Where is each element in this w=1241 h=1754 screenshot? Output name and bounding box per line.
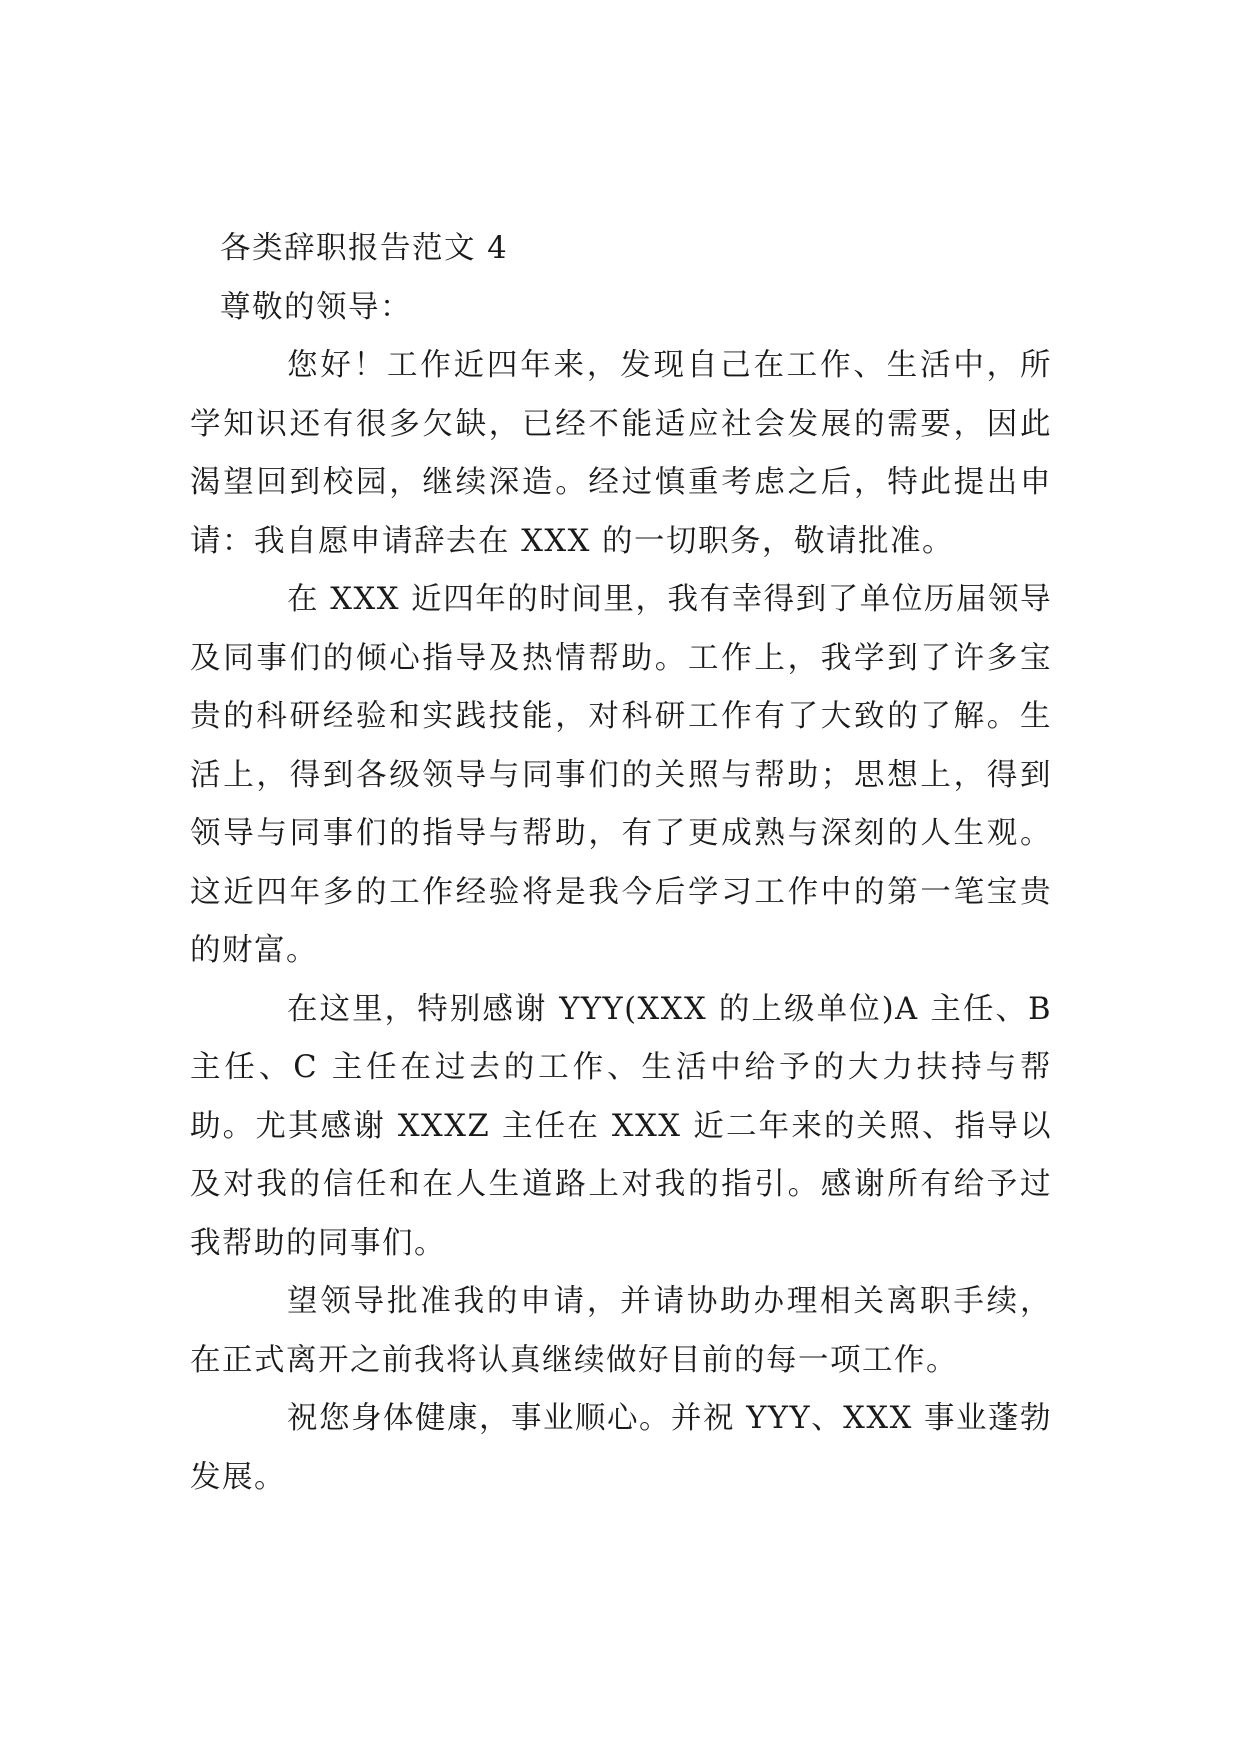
salutation: 尊敬的领导： <box>220 289 412 325</box>
document-body <box>190 220 1052 1507</box>
paragraph-thanks: 在这里，特别感谢 YYY(XXX 的上级单位)A 主任、B 主任、C 主任在过去的工作、生活中给予的大力扶持与帮助。尤其感谢 XXXZ 主任在 XXX 近二年来的关照、指导以及对我的信任和在人生道路上对我的指引。感谢所有给予过我帮助的同事们。 <box>190 991 1052 1261</box>
paragraph-request: 望领导批准我的申请，并请协助办理相关离职手续，在正式离开之前我将认真继续做好目前的每一项工作。 <box>190 1284 1052 1378</box>
paragraph-closing: 祝您身体健康，事业顺心。并祝 YYY、XXX 事业蓬勃发展。 <box>190 1401 1052 1495</box>
paragraph-intro: 您好！工作近四年来，发现自己在工作、生活中，所学知识还有很多欠缺，已经不能适应社会发展的需要，因此渴望回到校园，继续深造。经过慎重考虑之后，特此提出申请：我自愿申请辞去在 XXX 的一切职务，敬请批准。 <box>190 348 1052 559</box>
paragraph-experience: 在 XXX 近四年的时间里，我有幸得到了单位历届领导及同事们的倾心指导及热情帮助。工作上，我学到了许多宝贵的科研经验和实践技能，对科研工作有了大致的了解。生活上，得到各级领导与同事们的关照与帮助；思想上，得到领导与同事们的指导与帮助，有了更成熟与深刻的人生观。这近四年多的工作经验将是我今后学习工作中的第一笔宝贵的财富。 <box>190 582 1052 968</box>
document-title: 各类辞职报告范文 4 <box>220 231 509 266</box>
